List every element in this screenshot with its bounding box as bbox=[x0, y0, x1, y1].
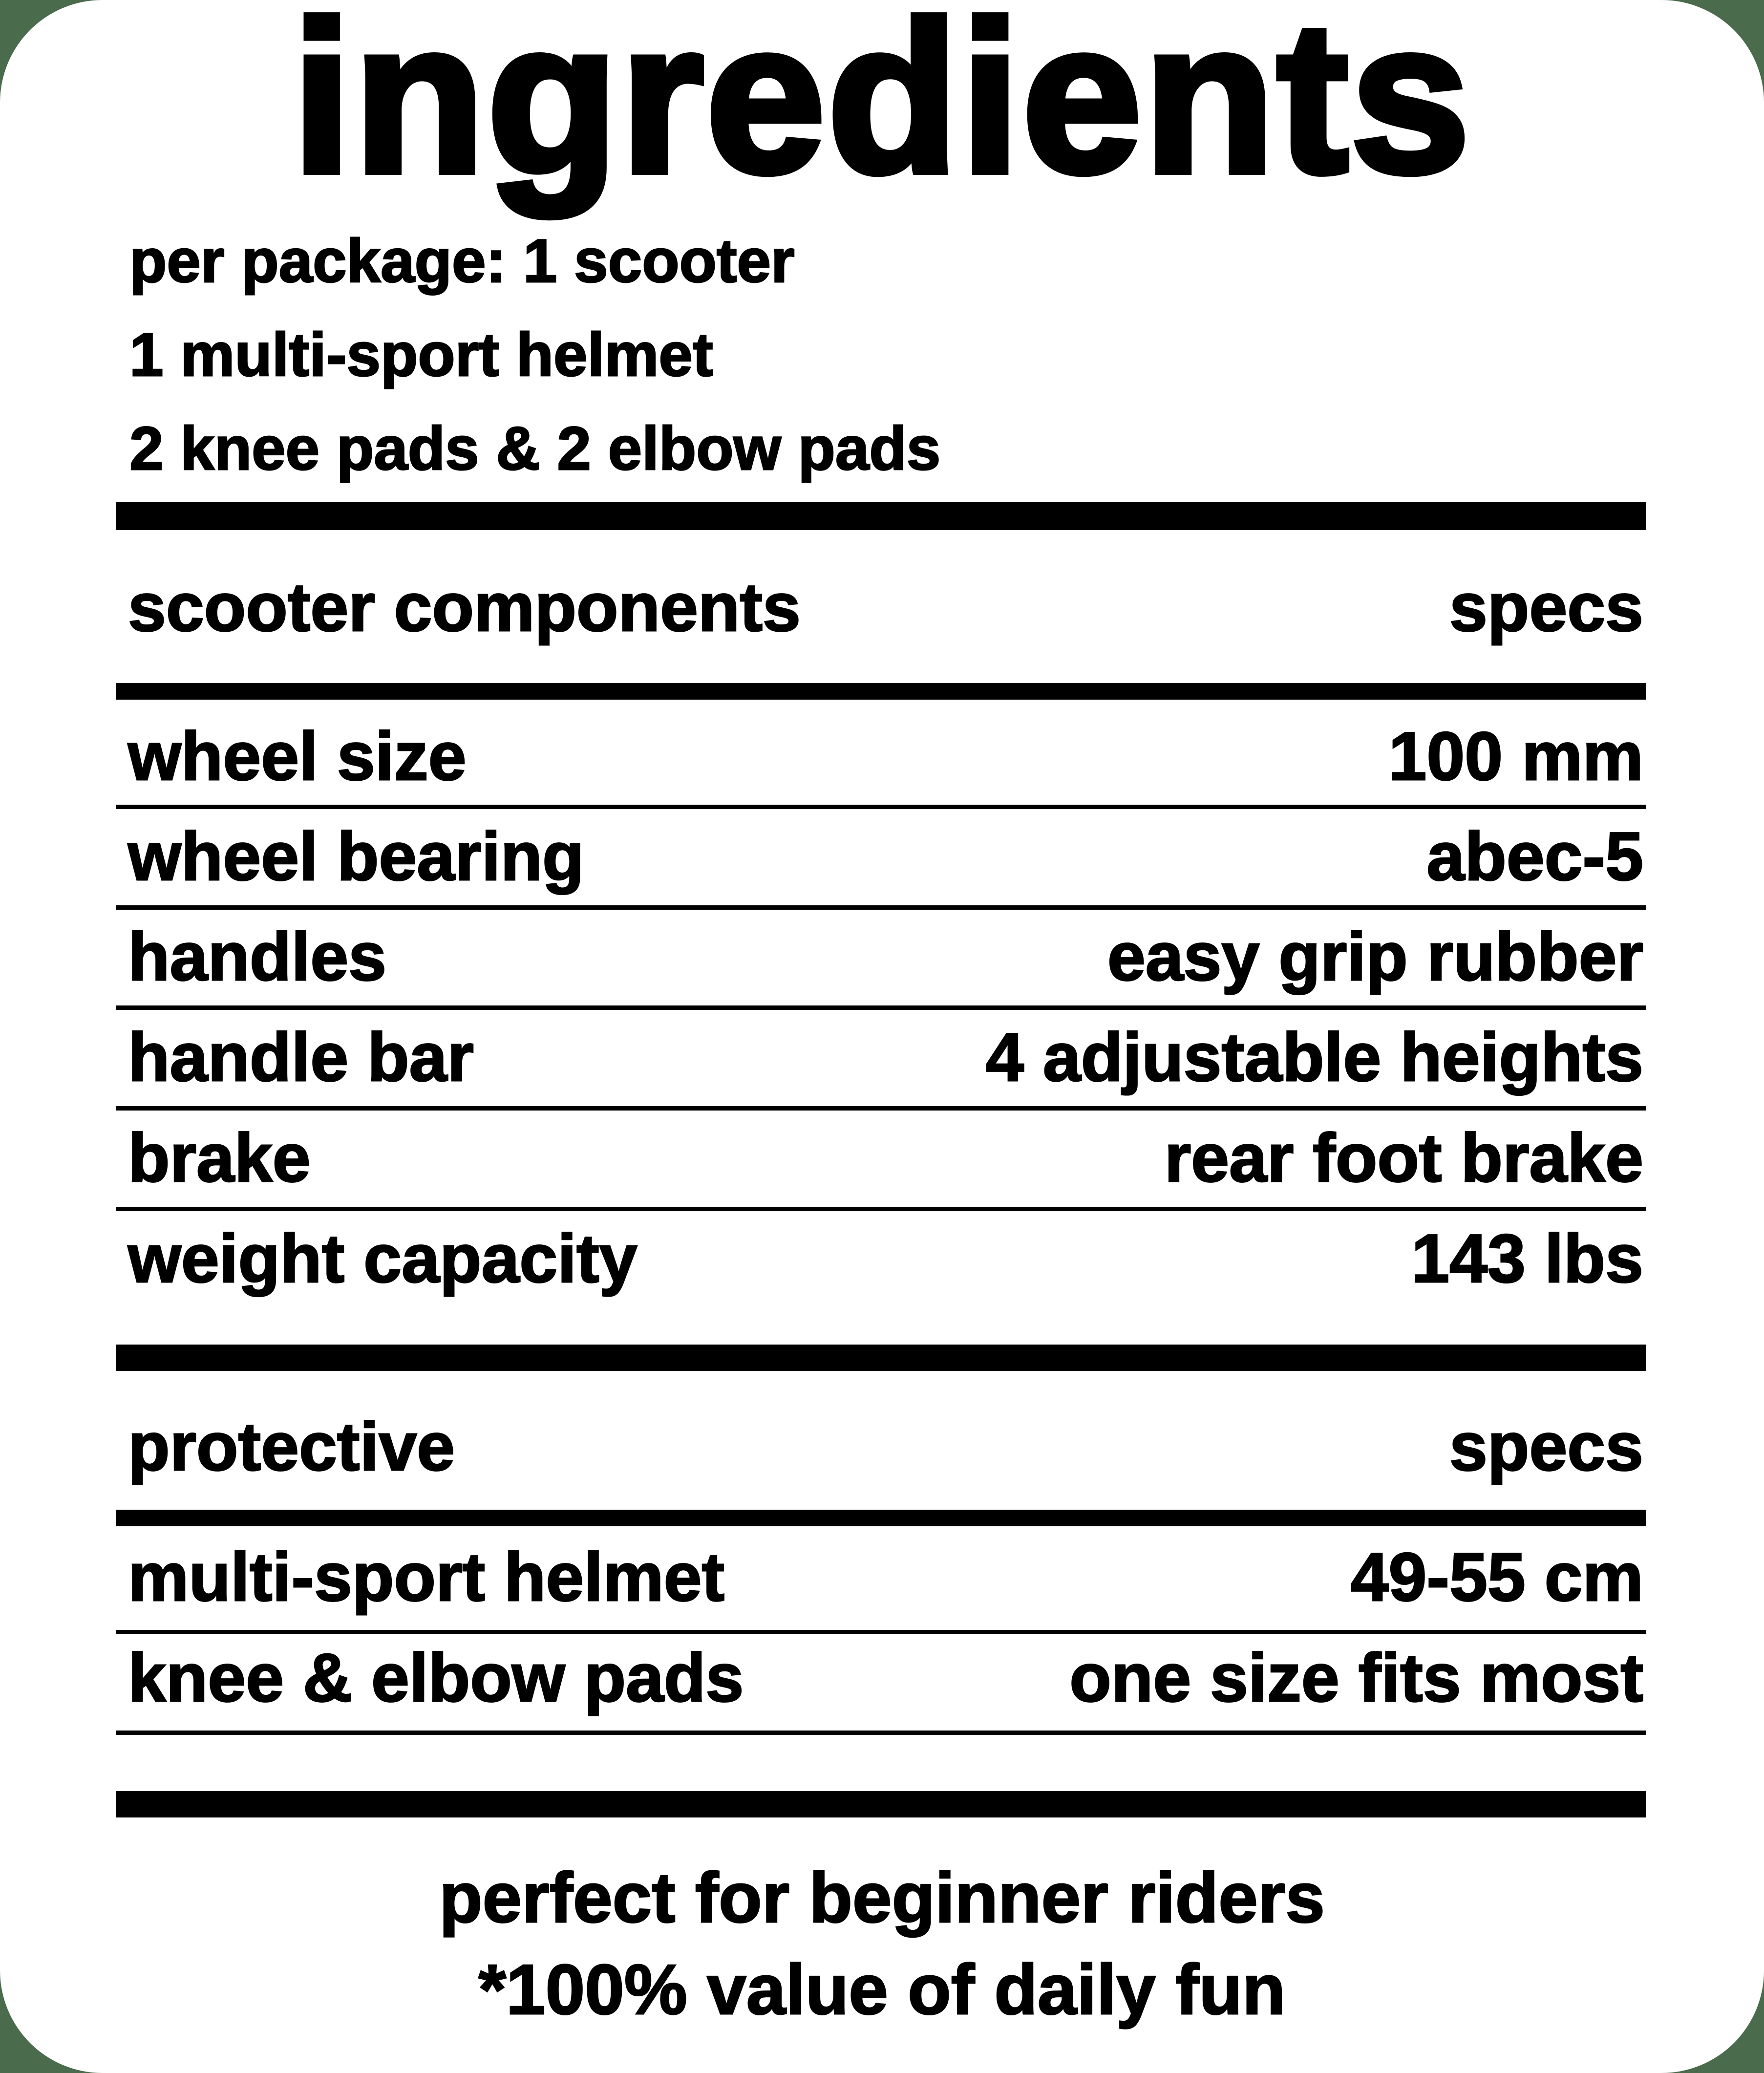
table-row-knee-elbow-pads bbox=[116, 1639, 1646, 1716]
table-row-wheel-size bbox=[116, 718, 1646, 794]
row-value: 143 lbs bbox=[1411, 1220, 1643, 1297]
row-label: handles bbox=[128, 918, 387, 995]
row-separator bbox=[116, 1106, 1646, 1111]
section-header-specs: specs bbox=[1449, 569, 1643, 645]
row-separator bbox=[116, 1630, 1646, 1634]
row-value: easy grip rubber bbox=[1107, 918, 1643, 995]
footer-line-beginner-riders: perfect for beginner riders bbox=[439, 1858, 1325, 1937]
row-value: 4 adjustable heights bbox=[986, 1019, 1643, 1095]
row-value: 100 mm bbox=[1388, 718, 1643, 794]
divider-thick-top bbox=[116, 502, 1646, 530]
section-header-label: protective bbox=[128, 1408, 455, 1485]
row-separator bbox=[116, 905, 1646, 910]
row-label: wheel size bbox=[128, 718, 467, 794]
section-header-label: scooter components bbox=[128, 569, 801, 645]
table-row-weight-capacity bbox=[116, 1220, 1646, 1297]
row-separator bbox=[116, 805, 1646, 809]
section-header-specs: specs bbox=[1449, 1408, 1643, 1485]
intro-line-helmet: 1 multi-sport helmet bbox=[129, 321, 713, 389]
row-label: handle bar bbox=[128, 1019, 474, 1095]
row-separator bbox=[116, 1005, 1646, 1010]
row-value: 49-55 cm bbox=[1350, 1539, 1643, 1615]
divider-medium-protective bbox=[116, 1510, 1646, 1526]
row-value: rear foot brake bbox=[1164, 1119, 1643, 1196]
divider-medium-scooter bbox=[116, 683, 1646, 700]
table-row-handles bbox=[116, 918, 1646, 995]
table-row-wheel-bearing bbox=[116, 818, 1646, 895]
row-separator bbox=[116, 1207, 1646, 1211]
footer-line-daily-fun: *100% value of daily fun bbox=[478, 1950, 1286, 2029]
row-value: abec-5 bbox=[1426, 818, 1643, 895]
intro-line-per-package: per package: 1 scooter bbox=[129, 227, 795, 295]
section-header-protective bbox=[116, 1408, 1646, 1485]
table-row-brake bbox=[116, 1119, 1646, 1196]
divider-thick-bottom bbox=[116, 1791, 1646, 1817]
divider-thick-middle bbox=[116, 1345, 1646, 1371]
row-label: brake bbox=[128, 1119, 311, 1196]
row-label: weight capacity bbox=[128, 1220, 638, 1297]
row-label: wheel bearing bbox=[128, 818, 584, 895]
table-row-handle-bar bbox=[116, 1019, 1646, 1095]
section-header-scooter-components bbox=[116, 569, 1646, 645]
table-row-multi-sport-helmet bbox=[116, 1539, 1646, 1615]
intro-line-pads: 2 knee pads & 2 elbow pads bbox=[129, 415, 941, 483]
row-label: knee & elbow pads bbox=[128, 1639, 744, 1716]
row-separator bbox=[116, 1731, 1646, 1735]
row-label: multi-sport helmet bbox=[128, 1539, 725, 1615]
row-value: one size fits most bbox=[1069, 1639, 1643, 1716]
page-title: ingredients bbox=[292, 0, 1472, 217]
